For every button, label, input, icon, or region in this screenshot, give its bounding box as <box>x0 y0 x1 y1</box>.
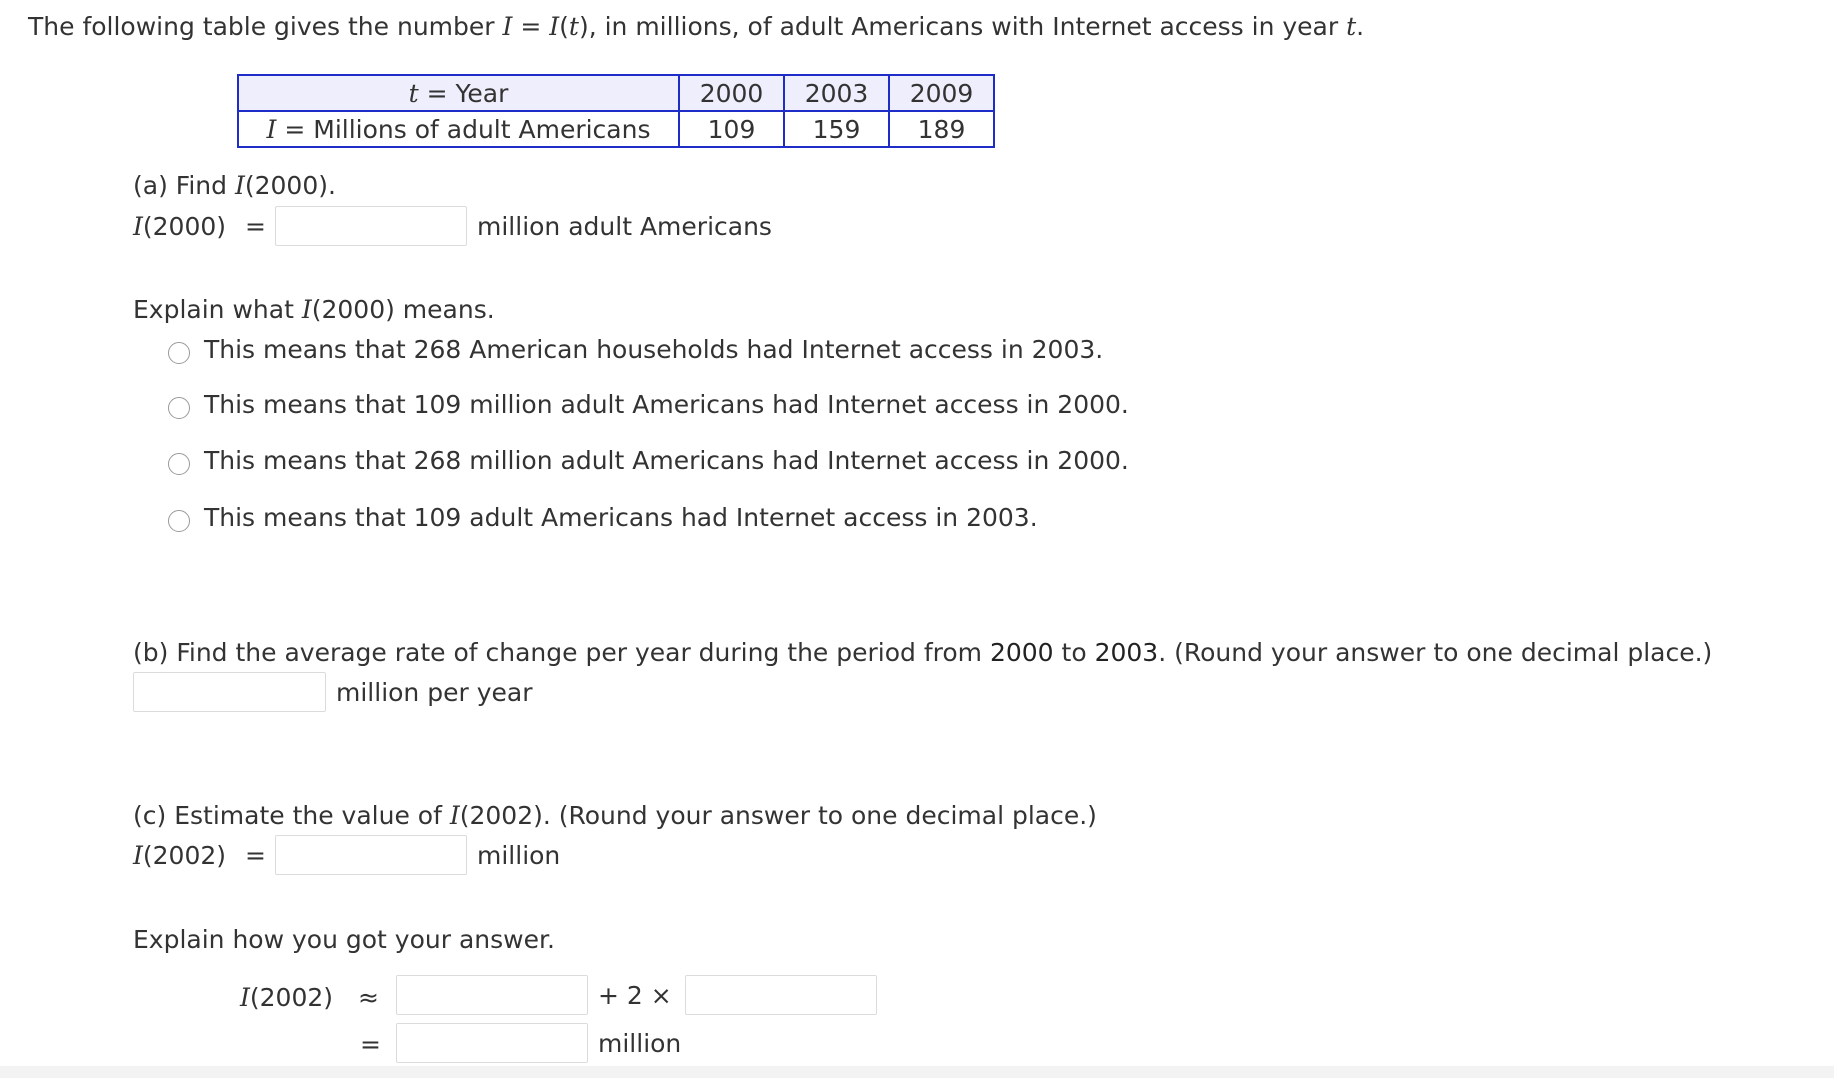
answer-input-rate[interactable] <box>133 672 326 712</box>
answer-input-i2002[interactable] <box>275 835 467 875</box>
part-c-explain-prompt: Explain how you got your answer. <box>133 925 555 954</box>
var-t: t <box>1346 12 1357 41</box>
option-label-2: This means that 109 million adult Americans had Internet access in 2000. <box>204 390 1129 419</box>
radio-option-2[interactable] <box>168 397 190 419</box>
intro-text <box>28 12 1364 42</box>
table-cell-value: 109 <box>679 111 784 147</box>
prompt-text: (b) Find the average rate of change per year during the period from <box>133 638 990 667</box>
var-I: I <box>133 212 143 241</box>
paren: ( <box>559 12 569 41</box>
var-I: I <box>502 12 513 41</box>
function-arg: (2000) <box>311 295 395 324</box>
prompt-text: . (Round your answer to one decimal place.) <box>1158 638 1713 667</box>
prompt-text: . (Round your answer to one decimal place.) <box>542 801 1097 830</box>
var-I: I <box>449 801 460 830</box>
radio-option-4[interactable] <box>168 510 190 532</box>
paren: ) <box>578 12 589 41</box>
table-cell-year: 2009 <box>889 75 994 111</box>
equals-sign: = <box>512 12 550 41</box>
prompt-text: means. <box>394 295 495 324</box>
part-a-explain-prompt <box>133 295 495 325</box>
var-I: I <box>549 12 560 41</box>
prompt-text: to <box>1053 638 1095 667</box>
prompt-text: Explain what <box>133 295 302 324</box>
approx-symbol: ≈ <box>358 983 379 1012</box>
row-label: = Millions of adult Americans <box>276 114 651 144</box>
part-c-unit: million <box>477 841 561 870</box>
year-from: 2000 <box>989 638 1054 667</box>
approx-lhs <box>240 983 333 1013</box>
prompt-text: (a) Find <box>133 171 235 200</box>
part-c-prompt <box>133 801 1097 831</box>
var-I: I <box>301 295 312 324</box>
answer-input-base[interactable] <box>396 975 588 1015</box>
table-header-millions <box>238 111 679 147</box>
part-c-result-unit: million <box>598 1029 682 1058</box>
part-c-lhs <box>133 841 226 871</box>
var-I: I <box>240 983 250 1012</box>
answer-input-result[interactable] <box>396 1023 588 1063</box>
option-label-1: This means that 268 American households had Internet access in 2003. <box>204 335 1104 364</box>
option-label-4: This means that 109 adult Americans had Internet access in 2003. <box>204 503 1038 532</box>
intro-part: The following table gives the number <box>28 12 503 41</box>
equals-sign: = <box>245 841 266 870</box>
function-arg: (2002) <box>249 983 334 1012</box>
table-cell-year: 2003 <box>784 75 889 111</box>
var-t: t <box>568 12 579 41</box>
prompt-text: (2000). <box>244 171 336 200</box>
bottom-edge <box>0 1066 1834 1078</box>
plus-times-text: + 2 × <box>598 981 672 1010</box>
var-I: I <box>133 841 143 870</box>
option-label-3: This means that 268 million adult Americans had Internet access in 2000. <box>204 446 1129 475</box>
intro-part: . <box>1356 12 1365 41</box>
part-b-prompt <box>133 638 1712 668</box>
radio-option-3[interactable] <box>168 453 190 475</box>
part-a-unit: million adult Americans <box>477 212 772 241</box>
function-arg: (2002) <box>142 841 227 870</box>
var-t: t <box>408 78 419 108</box>
answer-input-rate-factor[interactable] <box>685 975 877 1015</box>
row-label: = Year <box>418 78 509 108</box>
equals-sign: = <box>360 1030 381 1059</box>
intro-part: , in millions, of adult Americans with Internet access in year <box>588 12 1347 41</box>
table-row-millions <box>238 111 994 147</box>
table-cell-value: 189 <box>889 111 994 147</box>
function-arg: (2002) <box>459 801 543 830</box>
part-a-lhs <box>133 212 226 242</box>
radio-option-1[interactable] <box>168 342 190 364</box>
table-cell-year: 2000 <box>679 75 784 111</box>
equals-sign: = <box>245 212 266 241</box>
part-b-unit: million per year <box>336 678 533 707</box>
year-to: 2003 <box>1094 638 1159 667</box>
table-row-year <box>238 75 994 111</box>
table-header-year <box>238 75 679 111</box>
data-table <box>237 74 995 148</box>
part-a-prompt <box>133 171 336 201</box>
answer-input-i2000[interactable] <box>275 206 467 246</box>
prompt-text: (c) Estimate the value of <box>133 801 450 830</box>
table-cell-value: 159 <box>784 111 889 147</box>
var-I: I <box>266 114 277 144</box>
var-I: I <box>234 171 245 200</box>
function-arg: (2000) <box>142 212 227 241</box>
